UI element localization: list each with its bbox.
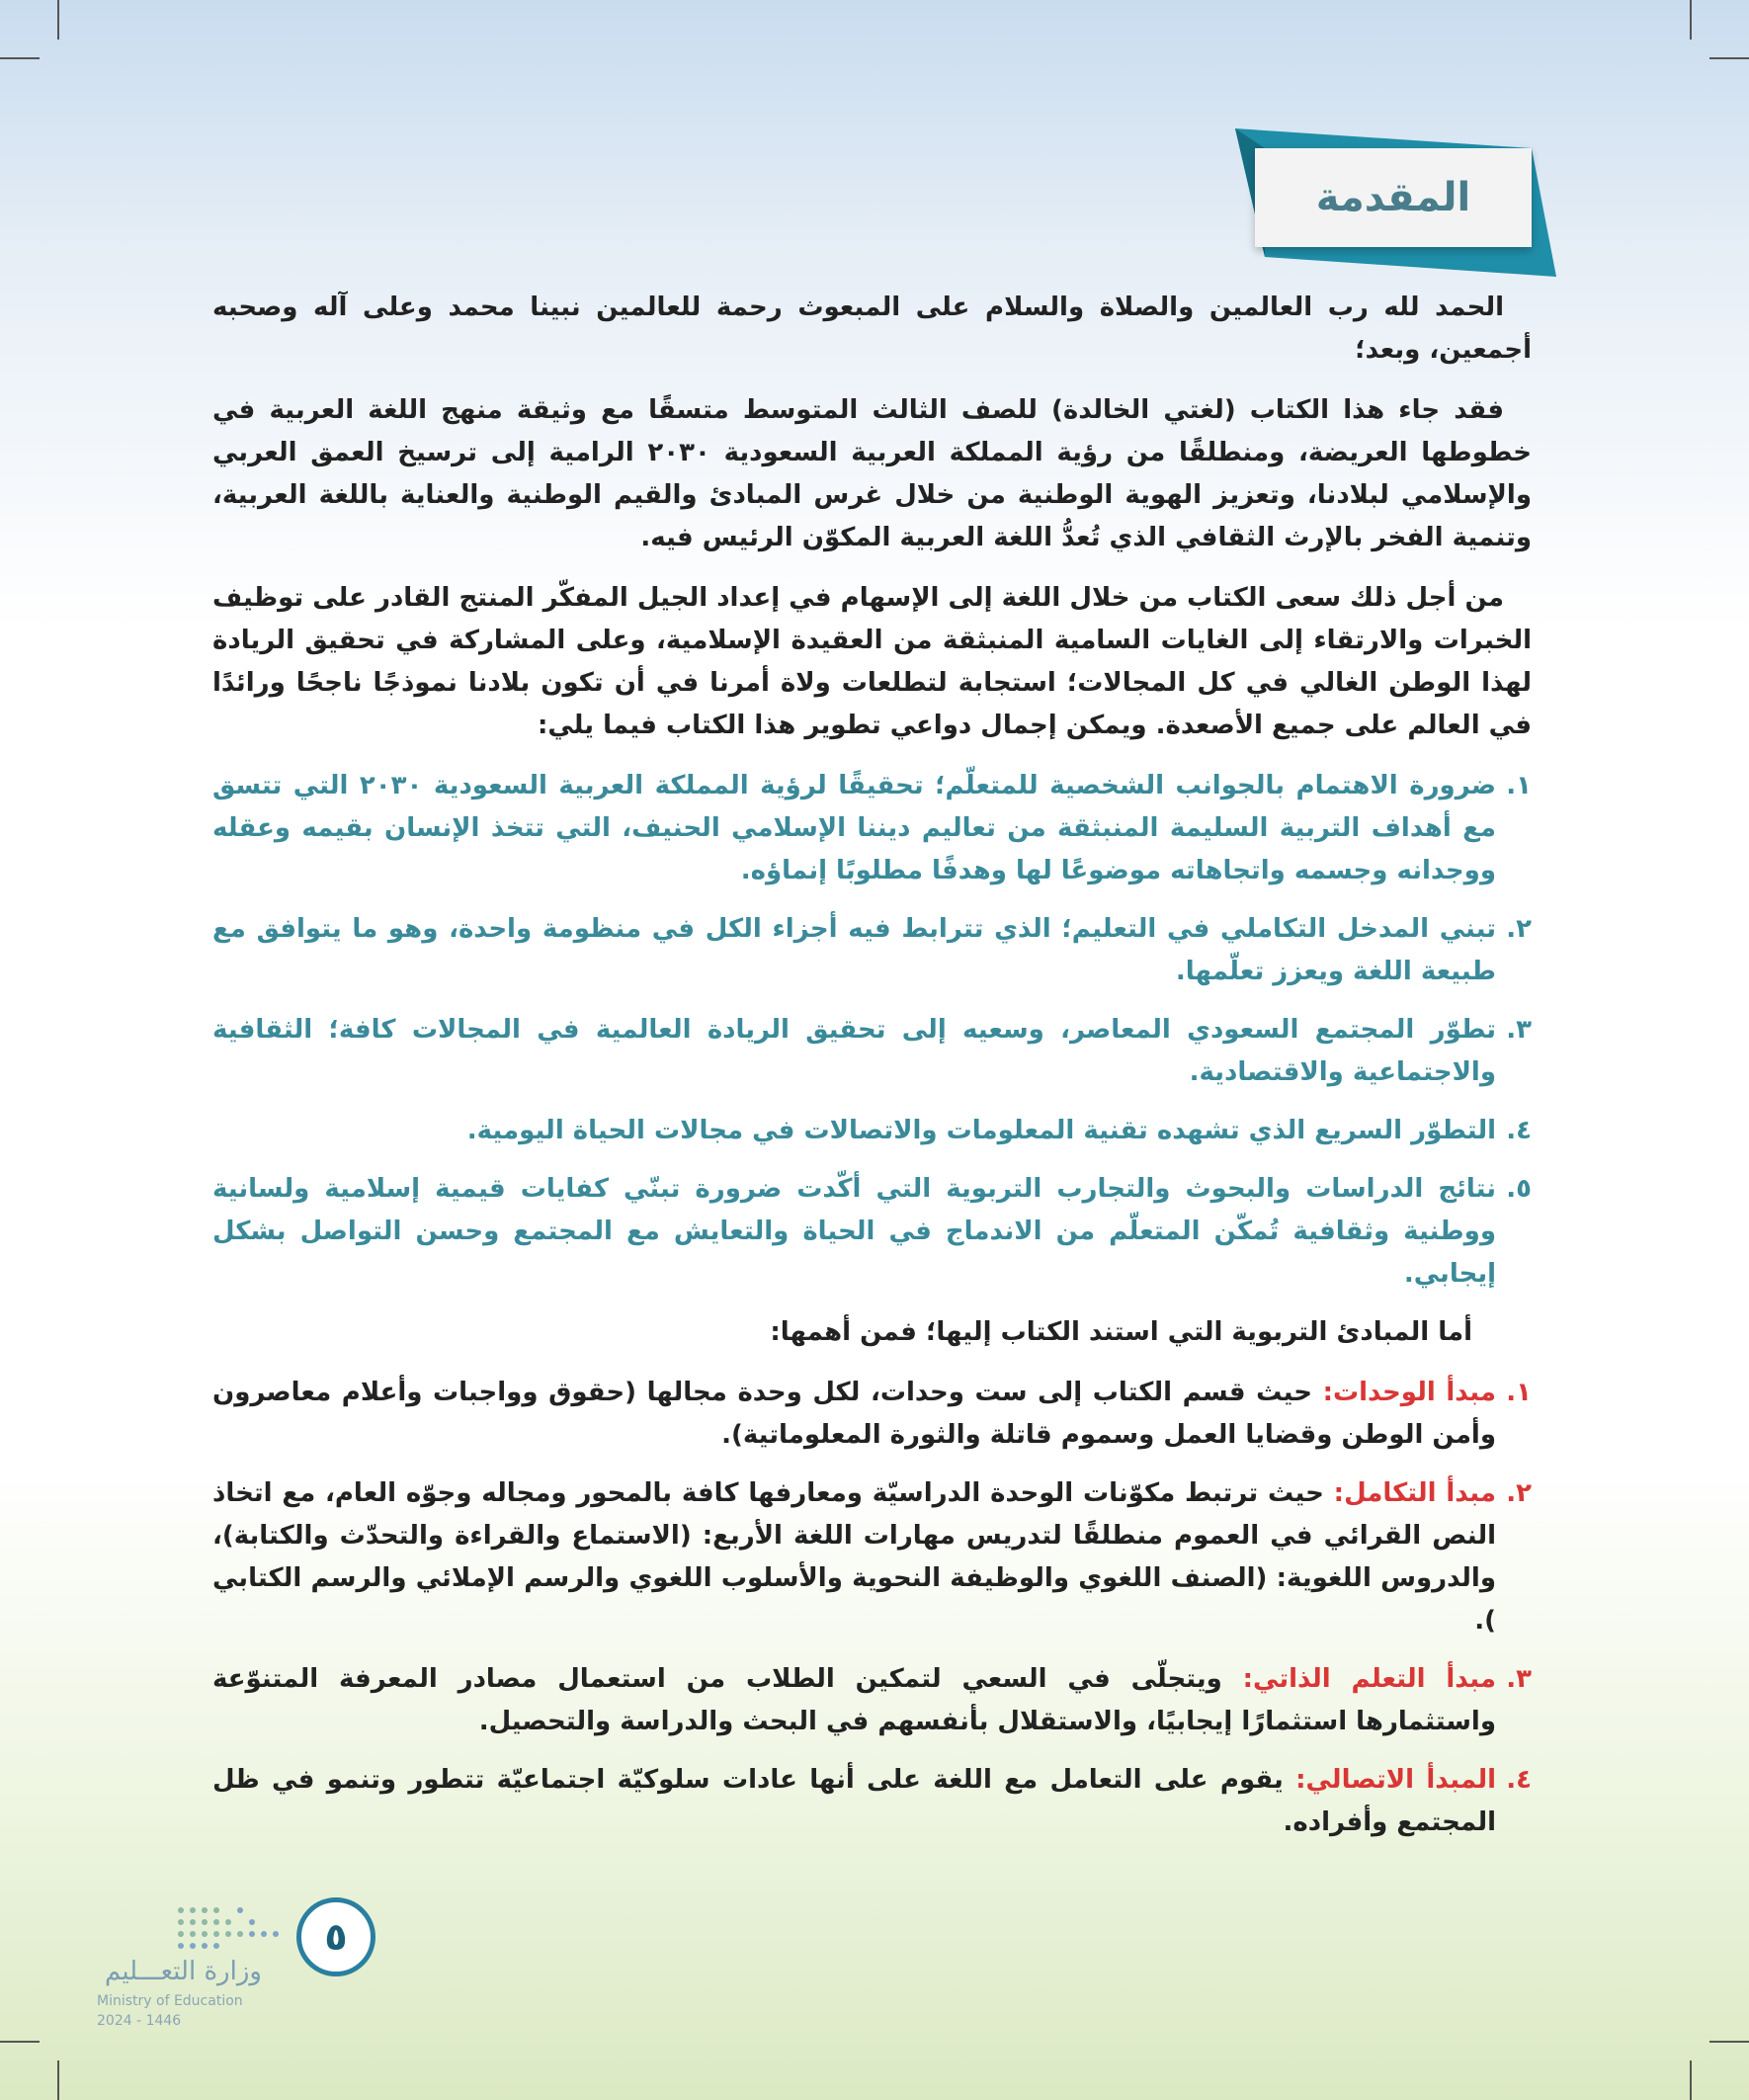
reason-item <box>212 765 1532 892</box>
crop-mark-bottom-right-h <box>1709 2041 1749 2043</box>
principle-title: مبدأ التعلم الذاتي: <box>1242 1664 1497 1694</box>
page-number: ٥ <box>296 1897 375 1976</box>
crop-mark-top-right-v <box>1690 0 1692 40</box>
crop-mark-bottom-left-v <box>57 2060 59 2100</box>
reason-text: تبني المدخل التكاملي في التعليم؛ الذي تترابط فيه أجزاء الكل في منظومة واحدة، وهو ما يتوافق مع طبيعة اللغة ويعزز تعلّمها. <box>212 914 1496 986</box>
principle-item <box>212 1658 1532 1743</box>
principle-number: ٤. <box>1506 1765 1532 1795</box>
principle-title: مبدأ الوحدات: <box>1322 1378 1496 1407</box>
principle-text: حيث قسم الكتاب إلى ست وحدات، لكل وحدة مجالها (حقوق وواجبات وأعلام معاصرون وأمن الوطن وقضايا العمل وسموم قاتلة والثورة المعلوماتية). <box>212 1378 1496 1450</box>
principle-number: ٢. <box>1506 1478 1532 1508</box>
principle-title: المبدأ الاتصالي: <box>1295 1765 1496 1795</box>
main-content <box>212 287 1532 1860</box>
logo-arabic-text: وزارة التعـــليم <box>105 1957 262 1986</box>
principle-text: يقوم على التعامل مع اللغة على أنها عادات سلوكيّة اجتماعيّة تتطور وتنمو في ظل المجتمع وأفراده. <box>212 1765 1496 1837</box>
title-card <box>1255 148 1532 247</box>
reason-number: ١. <box>1506 771 1532 800</box>
intro-paragraph: الحمد لله رب العالمين والصلاة والسلام على المبعوث رحمة للعالمين نبينا محمد وعلى آله وصحبه أجمعين، وبعد؛ <box>212 293 1532 365</box>
principle-number: ٣. <box>1506 1664 1532 1694</box>
title-badge <box>1235 128 1556 277</box>
principle-item <box>212 1759 1532 1844</box>
reason-number: ٥. <box>1506 1174 1532 1204</box>
reason-number: ٣. <box>1506 1015 1532 1045</box>
crop-mark-top-right-h <box>1709 57 1749 59</box>
principle-text: ويتجلّى في السعي لتمكين الطلاب من استعمال مصادر المعرفة المتنوّعة واستثمارها استثمارًا إيجابيًا، والاستقلال بأنفسهم في البحث والدراسة والتحصيل. <box>212 1664 1496 1736</box>
page-title: المقدمة <box>1315 175 1471 220</box>
reason-text: ضرورة الاهتمام بالجوانب الشخصية للمتعلّم؛ تحقيقًا لرؤية المملكة العربية السعودية ٢٠٣٠ التي تتسق مع أهداف التربية السليمة المنبثقة من تعاليم ديننا الإسلامي الحنيف، التي تتخذ الإنسان بقيمه وعقله ووجدانه وجسمه واتجاهاته موضوعًا لها وهدفًا مطلوبًا إنماؤه. <box>212 771 1497 885</box>
crop-mark-bottom-left-h <box>0 2041 40 2043</box>
reason-number: ٤. <box>1506 1116 1532 1145</box>
reason-item <box>212 1009 1532 1094</box>
logo-dots-icon <box>171 1902 290 1952</box>
reason-number: ٢. <box>1506 914 1532 944</box>
intro-paragraph: من أجل ذلك سعى الكتاب من خلال اللغة إلى الإسهام في إعداد الجيل المفكّر المنتج القادر على توظيف الخبرات والارتقاء إلى الغايات السامية المنبثقة من العقيدة الإسلامية، وعلى المشاركة في تحقيق الريادة لهذا الوطن الغالي في كل المجالات؛ استجابة لتطلعات ولاة أمرنا في أن تكون بلادنا نموذجًا ناجحًا ورائدًا في العالم على جميع الأصعدة. ويمكن إجمال دواعي تطوير هذا الكتاب فيما يلي: <box>212 583 1532 740</box>
reason-text: تطوّر المجتمع السعودي المعاصر، وسعيه إلى تحقيق الريادة العالمية في المجالات كافة؛ الثقافية والاجتماعية والاقتصادية. <box>212 1015 1496 1087</box>
reason-item <box>212 1110 1532 1152</box>
principles-intro: أما المبادئ التربوية التي استند الكتاب إليها؛ فمن أهمها: <box>770 1317 1472 1347</box>
crop-mark-top-left-v <box>57 0 59 40</box>
logo-year-text: 2024 - 1446 <box>97 2013 182 2029</box>
reason-item <box>212 908 1532 993</box>
reason-text: التطوّر السريع الذي تشهده تقنية المعلومات والاتصالات في مجالات الحياة اليومية. <box>466 1116 1496 1145</box>
reason-item <box>212 1168 1532 1296</box>
principle-item <box>212 1372 1532 1457</box>
crop-mark-top-left-h <box>0 57 40 59</box>
principle-number: ١. <box>1506 1378 1532 1407</box>
reason-text: نتائج الدراسات والبحوث والتجارب التربوية التي أكّدت ضرورة تبنّي كفايات قيمية إسلامية ولسانية ووطنية وثقافية تُمكّن المتعلّم من الاندماج في الحياة والتعايش مع المجتمع وحسن التواصل بشكل إيجابي. <box>212 1174 1496 1289</box>
logo-english-text: Ministry of Education <box>97 1993 243 2009</box>
principle-text: حيث ترتبط مكوّنات الوحدة الدراسيّة ومعارفها كافة بالمحور ومجاله وجوّه العام، مع اتخاذ النص القرائي في العموم منطلقًا لتدريس مهارات اللغة الأربع: (الاستماع والقراءة والتحدّث والكتابة)، والدروس اللغوية: (الصنف اللغوي والوظيفة النحوية والأسلوب اللغوي والرسم الإملائي والرسم الكتابي ). <box>212 1478 1496 1636</box>
principle-title: مبدأ التكامل: <box>1333 1478 1496 1508</box>
principle-item <box>212 1472 1532 1642</box>
crop-mark-bottom-right-v <box>1690 2060 1692 2100</box>
intro-paragraph: فقد جاء هذا الكتاب (لغتي الخالدة) للصف الثالث المتوسط متسقًا مع وثيقة منهج اللغة العربية في خطوطها العريضة، ومنطلقًا من رؤية المملكة العربية السعودية ٢٠٣٠ الرامية إلى ترسيخ العمق العربي والإسلامي لبلادنا، وتعزيز الهوية الوطنية من خلال غرس المبادئ والقيم الوطنية والعناية باللغة العربية، وتنمية الفخر بالإرث الثقافي الذي تُعدُّ اللغة العربية المكوّن الرئيس فيه. <box>212 395 1532 552</box>
